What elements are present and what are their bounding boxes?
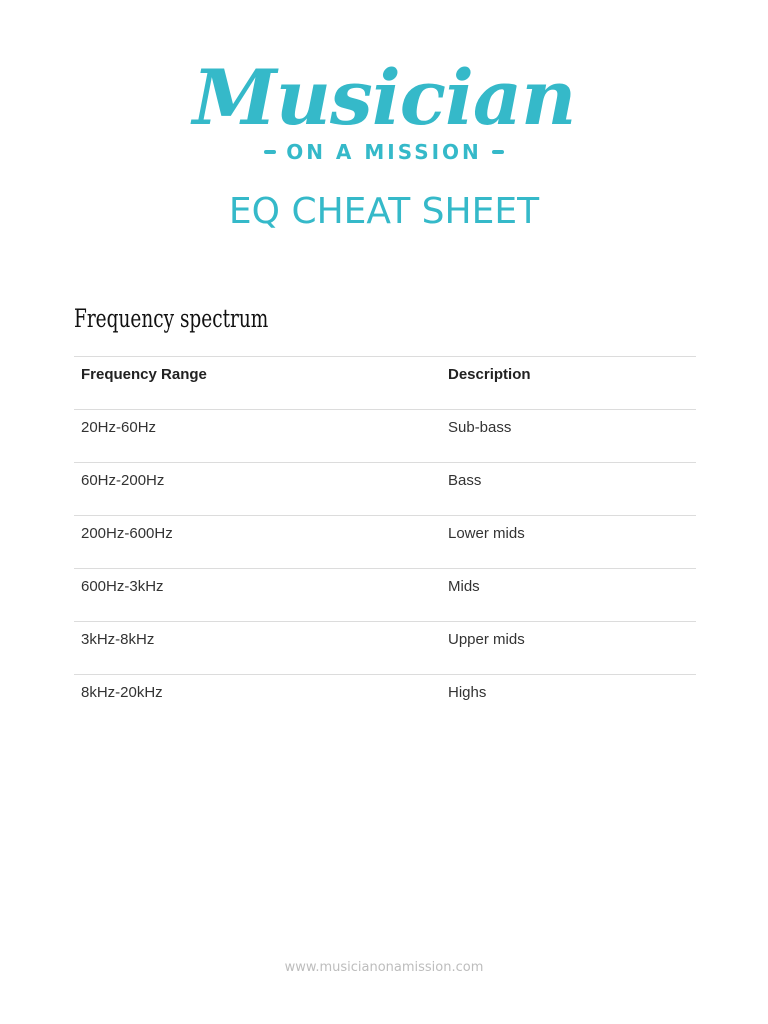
cell-frequency-range: 8kHz-20kHz [74,675,441,728]
document-title: EQ CHEAT SHEET [228,191,540,232]
tagline-dash-left [264,150,276,154]
frequency-table [74,356,696,728]
table-row [74,463,696,516]
cell-frequency-range: 20Hz-60Hz [74,410,441,463]
footer-website-url: www.musicianonamission.com [284,960,484,975]
cell-description: Highs [441,675,696,728]
cell-description: Mids [441,569,696,622]
table-row [74,675,696,728]
cell-frequency-range: 3kHz-8kHz [74,622,441,675]
brand-logo [0,52,768,164]
cell-description: Lower mids [441,516,696,569]
table-row [74,410,696,463]
table-row [74,516,696,569]
cell-frequency-range: 600Hz-3kHz [74,569,441,622]
logo-tagline [0,140,768,164]
logo-wordmark: Musician [192,53,576,142]
cell-description: Sub-bass [441,410,696,463]
cell-frequency-range: 200Hz-600Hz [74,516,441,569]
tagline-dash-right [492,150,504,154]
table-row [74,622,696,675]
cell-description: Bass [441,463,696,516]
cell-frequency-range: 60Hz-200Hz [74,463,441,516]
logo-tagline-text: ON A MISSION [286,140,482,164]
table-header-row [74,357,696,410]
section-title: Frequency spectrum [74,304,269,333]
table-row [74,569,696,622]
column-header-frequency-range: Frequency Range [74,357,441,410]
column-header-description: Description [441,357,696,410]
cell-description: Upper mids [441,622,696,675]
